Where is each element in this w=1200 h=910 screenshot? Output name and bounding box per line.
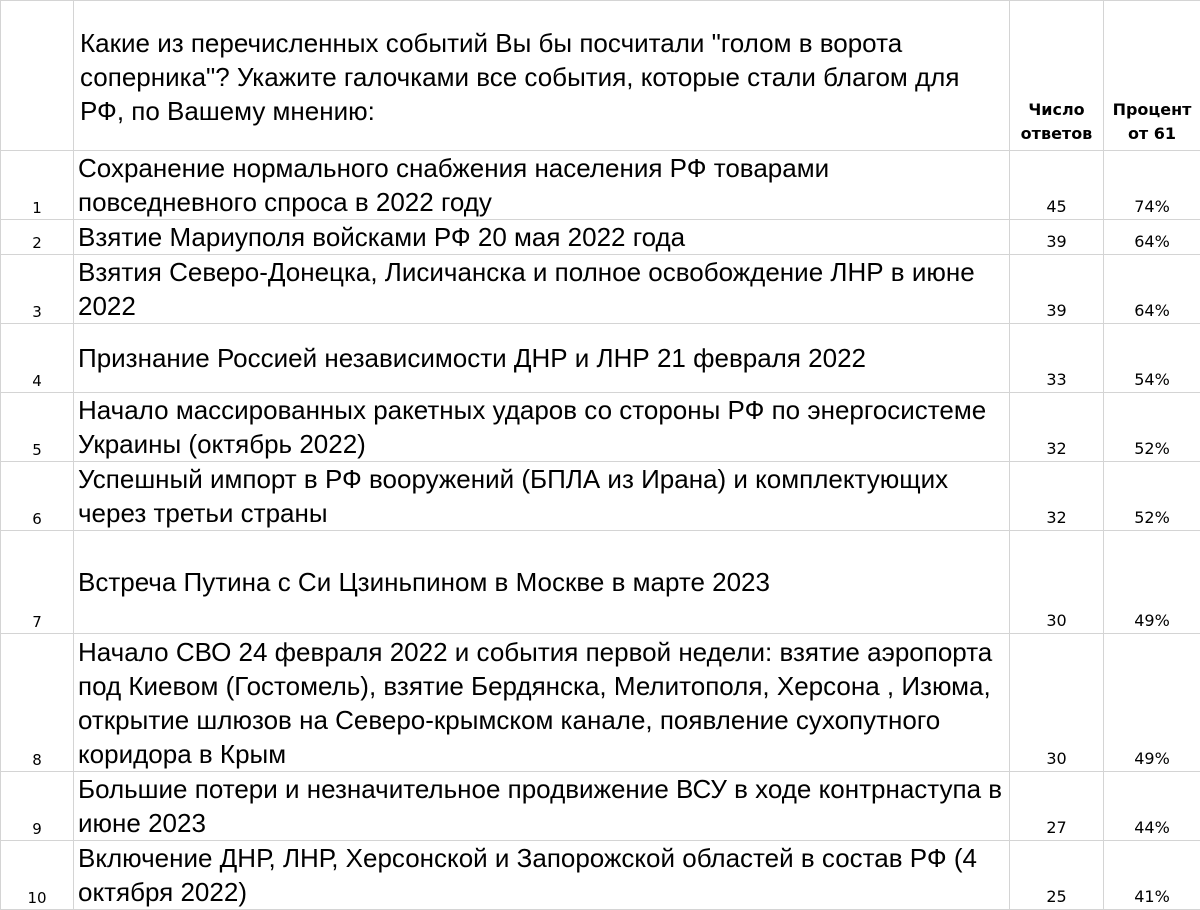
event-text: Встреча Путина с Си Цзиньпином в Москве в марте 2023 [74,531,1010,634]
answer-percent: 44% [1104,772,1200,841]
answer-percent: 52% [1104,462,1200,531]
table-row [1,531,1200,634]
row-number: 7 [1,531,74,634]
answer-percent: 41% [1104,841,1200,910]
answer-percent: 52% [1104,393,1200,462]
answer-count: 25 [1010,841,1104,910]
count-column-header [1010,1,1104,151]
row-number: 5 [1,393,74,462]
answer-count: 39 [1010,255,1104,324]
row-number: 2 [1,220,74,255]
event-text: Успешный импорт в РФ вооружений (БПЛА из Ирана) и комплектующих через третьи страны [74,462,1010,531]
count-header-line2: ответов [1021,124,1093,143]
header-num-cell [1,1,74,151]
table-row [1,841,1200,910]
answer-count: 32 [1010,462,1104,531]
table-row [1,220,1200,255]
percent-header-line2: от 61 [1128,124,1176,143]
row-number: 4 [1,324,74,393]
answer-count: 27 [1010,772,1104,841]
answer-count: 30 [1010,634,1104,772]
event-text: Начало СВО 24 февраля 2022 и события первой недели: взятие аэропорта под Киевом (Гостомель), взятие Бердянска, Мелитополя, Херсона , Изюма, открытие шлюзов на Северо-крымском канале, появление сухопутного коридора в Крым [74,634,1010,772]
answer-percent: 64% [1104,255,1200,324]
row-number: 1 [1,151,74,220]
answer-percent: 54% [1104,324,1200,393]
answer-percent: 49% [1104,634,1200,772]
row-number: 6 [1,462,74,531]
event-text: Взятие Мариуполя войсками РФ 20 мая 2022 года [74,220,1010,255]
row-number: 9 [1,772,74,841]
table-row [1,324,1200,393]
answer-count: 39 [1010,220,1104,255]
event-text: Включение ДНР, ЛНР, Херсонской и Запорожской областей в состав РФ (4 октября 2022) [74,841,1010,910]
table-row [1,255,1200,324]
table-row [1,772,1200,841]
percent-column-header [1104,1,1200,151]
row-number: 8 [1,634,74,772]
answer-count: 30 [1010,531,1104,634]
event-text: Большие потери и незначительное продвижение ВСУ в ходе контрнаступа в июне 2023 [74,772,1010,841]
event-text: Начало массированных ракетных ударов со стороны РФ по энергосистеме Украины (октябрь 2022) [74,393,1010,462]
event-text: Взятия Северо-Донецка, Лисичанска и полное освобождение ЛНР в июне 2022 [74,255,1010,324]
answer-percent: 49% [1104,531,1200,634]
count-header-line1: Число [1028,100,1084,119]
percent-header-line1: Процент [1113,100,1192,119]
header-row [1,1,1200,151]
table-row [1,462,1200,531]
answer-count: 45 [1010,151,1104,220]
event-text: Сохранение нормального снабжения населения РФ товарами повседневного спроса в 2022 году [74,151,1010,220]
answer-count: 32 [1010,393,1104,462]
table-row [1,634,1200,772]
answer-percent: 74% [1104,151,1200,220]
event-text: Признание Россией независимости ДНР и ЛНР 21 февраля 2022 [74,324,1010,393]
row-number: 10 [1,841,74,910]
row-number: 3 [1,255,74,324]
answer-count: 33 [1010,324,1104,393]
question-text: Какие из перечисленных событий Вы бы посчитали "голом в ворота соперника"? Укажите галочками все события, которые стали благом для РФ, по Вашему мнению: [74,1,1010,151]
table-row [1,151,1200,220]
answer-percent: 64% [1104,220,1200,255]
table-row [1,393,1200,462]
